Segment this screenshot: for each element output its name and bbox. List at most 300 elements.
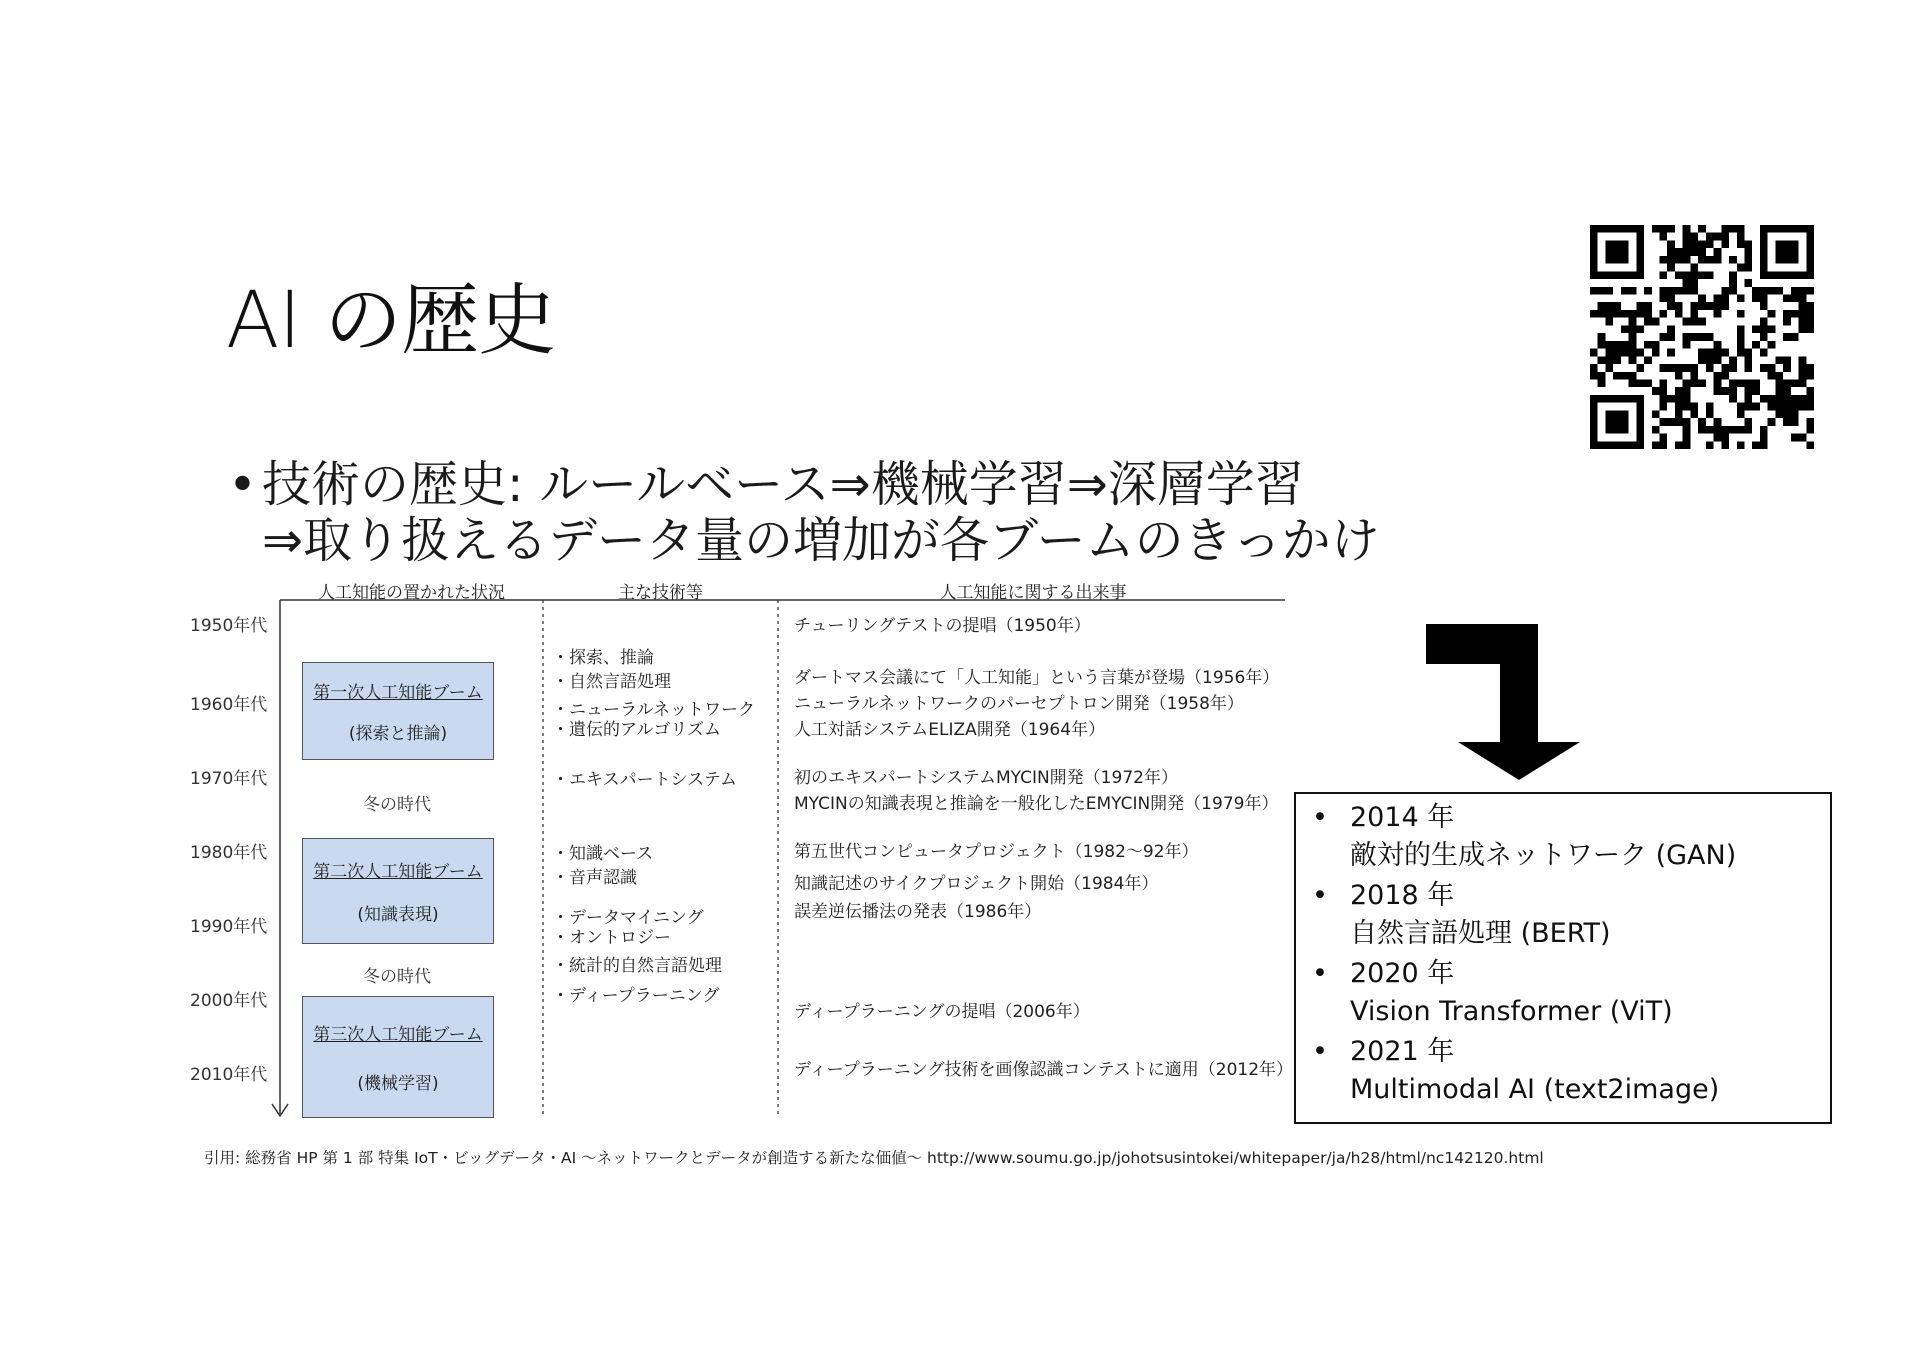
qr-module	[1721, 426, 1729, 434]
qr-module	[1752, 403, 1760, 411]
qr-module	[1629, 318, 1637, 326]
qr-module	[1621, 248, 1629, 256]
qr-module	[1737, 310, 1745, 318]
qr-module	[1598, 271, 1606, 279]
qr-module	[1667, 325, 1675, 333]
qr-module	[1737, 379, 1745, 387]
qr-module	[1714, 233, 1722, 241]
qr-module	[1675, 441, 1683, 449]
qr-module	[1683, 379, 1691, 387]
qr-module	[1629, 271, 1637, 279]
event-item: ディープラーニング技術を画像認識コンテストに適用（2012年）	[794, 1060, 1294, 1080]
milestone-year: 2014 年	[1350, 802, 1455, 833]
qr-module	[1791, 248, 1799, 256]
qr-module	[1799, 434, 1807, 442]
qr-module	[1729, 395, 1737, 403]
qr-module	[1706, 271, 1714, 279]
technology-item: ・統計的自然言語処理	[552, 956, 722, 976]
qr-module	[1799, 372, 1807, 380]
qr-module	[1613, 256, 1621, 264]
qr-module	[1636, 434, 1644, 442]
qr-module	[1806, 318, 1814, 326]
qr-module	[1806, 233, 1814, 241]
qr-module	[1644, 318, 1652, 326]
qr-module	[1698, 271, 1706, 279]
qr-module	[1660, 387, 1668, 395]
qr-module	[1806, 426, 1814, 434]
qr-module	[1760, 271, 1768, 279]
qr-module	[1698, 248, 1706, 256]
qr-module	[1690, 410, 1698, 418]
qr-module	[1768, 403, 1776, 411]
qr-module	[1605, 356, 1613, 364]
qr-module	[1721, 441, 1729, 449]
qr-module	[1760, 248, 1768, 256]
qr-module	[1636, 302, 1644, 310]
qr-module	[1613, 418, 1621, 426]
qr-module	[1605, 441, 1613, 449]
milestones-box	[1294, 792, 1832, 1124]
qr-module	[1652, 410, 1660, 418]
qr-module	[1760, 318, 1768, 326]
qr-module	[1775, 379, 1783, 387]
qr-module	[1690, 379, 1698, 387]
qr-module	[1613, 240, 1621, 248]
qr-module	[1613, 441, 1621, 449]
qr-module	[1644, 356, 1652, 364]
milestone-desc: 敵対的生成ネットワーク (GAN)	[1350, 840, 1737, 871]
qr-module	[1598, 356, 1606, 364]
qr-module	[1683, 279, 1691, 287]
qr-module	[1783, 256, 1791, 264]
qr-module	[1690, 248, 1698, 256]
qr-module	[1660, 233, 1668, 241]
qr-module	[1598, 372, 1606, 380]
qr-module	[1806, 364, 1814, 372]
qr-module	[1675, 256, 1683, 264]
qr-module	[1752, 325, 1760, 333]
qr-module	[1629, 341, 1637, 349]
qr-module	[1629, 310, 1637, 318]
technology-item: ・音声認識	[552, 868, 637, 888]
qr-module	[1783, 310, 1791, 318]
qr-module	[1590, 418, 1598, 426]
qr-module	[1667, 349, 1675, 357]
qr-module	[1636, 264, 1644, 272]
qr-module	[1706, 356, 1714, 364]
qr-module	[1806, 264, 1814, 272]
qr-module	[1737, 233, 1745, 241]
qr-module	[1621, 341, 1629, 349]
qr-module	[1744, 395, 1752, 403]
boom-box-first	[302, 662, 494, 760]
qr-module	[1775, 403, 1783, 411]
qr-module	[1806, 387, 1814, 395]
qr-module	[1729, 364, 1737, 372]
qr-module	[1783, 395, 1791, 403]
qr-module	[1760, 426, 1768, 434]
technology-item: ・オントロジー	[552, 928, 671, 948]
milestone-desc: Multimodal AI (text2image)	[1350, 1074, 1720, 1105]
header-events: 人工知能に関する出来事	[939, 583, 1127, 603]
era-label: 1960年代	[190, 695, 268, 715]
qr-module	[1652, 349, 1660, 357]
qr-module	[1706, 240, 1714, 248]
qr-module	[1629, 349, 1637, 357]
qr-module	[1683, 364, 1691, 372]
qr-module	[1652, 426, 1660, 434]
qr-module	[1714, 295, 1722, 303]
winter-label: 冬の時代	[363, 967, 431, 987]
citation-text: 引用: 総務省 HP 第 1 部 特集 IoT・ビッグデータ・AI ～ネットワークとデータが創造する新たな価値～ http://www.soumu.go.jp/johotsusintokei/whitepaper/ja/h28/html/nc142120.html	[204, 1149, 1544, 1167]
qr-module	[1714, 418, 1722, 426]
qr-module	[1775, 410, 1783, 418]
qr-module	[1799, 295, 1807, 303]
qr-module	[1768, 287, 1776, 295]
header-technology: 主な技術等	[618, 583, 703, 603]
qr-module	[1683, 341, 1691, 349]
qr-module	[1706, 333, 1714, 341]
qr-module	[1636, 271, 1644, 279]
qr-module	[1775, 387, 1783, 395]
qr-module	[1714, 349, 1722, 357]
qr-module	[1605, 310, 1613, 318]
qr-module	[1775, 372, 1783, 380]
qr-module	[1791, 434, 1799, 442]
qr-module	[1799, 379, 1807, 387]
boom-subtitle: (探索と推論)	[348, 723, 448, 744]
qr-module	[1768, 325, 1776, 333]
qr-module	[1613, 426, 1621, 434]
qr-module	[1760, 264, 1768, 272]
qr-module	[1667, 225, 1675, 233]
qr-module	[1799, 287, 1807, 295]
qr-module	[1590, 225, 1598, 233]
qr-module	[1737, 410, 1745, 418]
qr-module	[1636, 233, 1644, 241]
qr-module	[1806, 240, 1814, 248]
qr-module	[1806, 271, 1814, 279]
qr-module	[1590, 264, 1598, 272]
qr-module	[1714, 248, 1722, 256]
qr-module	[1721, 387, 1729, 395]
qr-module	[1660, 271, 1668, 279]
qr-module	[1706, 364, 1714, 372]
milestone-desc: 自然言語処理 (BERT)	[1350, 918, 1611, 949]
qr-module	[1737, 349, 1745, 357]
qr-module	[1629, 325, 1637, 333]
qr-module	[1629, 287, 1637, 295]
qr-module	[1683, 395, 1691, 403]
qr-module	[1590, 395, 1598, 403]
qr-module	[1644, 302, 1652, 310]
qr-module	[1590, 441, 1598, 449]
qr-module	[1675, 364, 1683, 372]
qr-module	[1729, 279, 1737, 287]
qr-module	[1783, 318, 1791, 326]
qr-module	[1775, 256, 1783, 264]
qr-module	[1683, 318, 1691, 326]
qr-module	[1636, 379, 1644, 387]
qr-module	[1621, 287, 1629, 295]
qr-module	[1791, 379, 1799, 387]
qr-module	[1629, 441, 1637, 449]
qr-module	[1660, 364, 1668, 372]
qr-module	[1636, 256, 1644, 264]
qr-module	[1791, 310, 1799, 318]
qr-module	[1590, 426, 1598, 434]
qr-module	[1590, 372, 1598, 380]
page-title: AI の歴史	[226, 276, 556, 366]
qr-module	[1675, 403, 1683, 411]
qr-module	[1675, 248, 1683, 256]
qr-module	[1652, 341, 1660, 349]
qr-module	[1605, 418, 1613, 426]
qr-module	[1636, 395, 1644, 403]
qr-module	[1760, 349, 1768, 357]
qr-module	[1744, 248, 1752, 256]
qr-module	[1605, 225, 1613, 233]
technology-item: ・自然言語処理	[552, 672, 671, 692]
qr-module	[1613, 271, 1621, 279]
qr-module	[1806, 310, 1814, 318]
qr-module	[1783, 364, 1791, 372]
qr-module	[1590, 248, 1598, 256]
bullet-symbol: •	[1312, 802, 1328, 833]
qr-module	[1621, 426, 1629, 434]
qr-module	[1660, 333, 1668, 341]
qr-module	[1791, 271, 1799, 279]
milestone-year: 2018 年	[1350, 880, 1455, 911]
qr-module	[1698, 418, 1706, 426]
qr-module	[1660, 434, 1668, 442]
qr-module	[1737, 240, 1745, 248]
qr-module	[1590, 434, 1598, 442]
qr-module	[1683, 256, 1691, 264]
qr-module	[1621, 349, 1629, 357]
qr-module	[1652, 225, 1660, 233]
qr-module	[1783, 379, 1791, 387]
qr-module	[1783, 225, 1791, 233]
qr-module	[1636, 364, 1644, 372]
qr-module	[1698, 225, 1706, 233]
qr-module	[1806, 418, 1814, 426]
qr-module	[1698, 318, 1706, 326]
qr-module	[1660, 225, 1668, 233]
qr-module	[1698, 240, 1706, 248]
qr-module	[1621, 325, 1629, 333]
qr-module	[1721, 225, 1729, 233]
qr-module	[1799, 302, 1807, 310]
qr-module	[1690, 233, 1698, 241]
qr-module	[1667, 248, 1675, 256]
qr-module	[1590, 233, 1598, 241]
qr-module	[1660, 256, 1668, 264]
qr-module	[1675, 372, 1683, 380]
event-item: 知識記述のサイクプロジェクト開始（1984年）	[794, 874, 1159, 894]
qr-code-icon	[1590, 225, 1814, 449]
qr-module	[1636, 349, 1644, 357]
qr-module	[1744, 279, 1752, 287]
qr-module	[1760, 295, 1768, 303]
qr-module	[1683, 225, 1691, 233]
qr-module	[1737, 341, 1745, 349]
qr-module	[1683, 426, 1691, 434]
qr-module	[1806, 256, 1814, 264]
qr-module	[1590, 240, 1598, 248]
qr-module	[1791, 295, 1799, 303]
qr-module	[1690, 302, 1698, 310]
qr-module	[1752, 287, 1760, 295]
qr-module	[1636, 225, 1644, 233]
qr-module	[1729, 379, 1737, 387]
qr-module	[1683, 240, 1691, 248]
qr-module	[1598, 302, 1606, 310]
qr-module	[1621, 271, 1629, 279]
qr-module	[1752, 441, 1760, 449]
qr-module	[1729, 356, 1737, 364]
qr-module	[1706, 349, 1714, 357]
qr-module	[1683, 441, 1691, 449]
qr-module	[1636, 441, 1644, 449]
qr-module	[1598, 225, 1606, 233]
qr-module	[1698, 333, 1706, 341]
qr-module	[1744, 240, 1752, 248]
era-label: 1970年代	[190, 769, 268, 789]
boom-subtitle: (知識表現)	[357, 905, 439, 925]
qr-module	[1783, 271, 1791, 279]
qr-module	[1667, 287, 1675, 295]
qr-module	[1760, 364, 1768, 372]
qr-module	[1605, 287, 1613, 295]
qr-module	[1667, 295, 1675, 303]
qr-module	[1744, 364, 1752, 372]
curved-arrow-down-icon	[1426, 624, 1582, 782]
qr-module	[1690, 287, 1698, 295]
technology-item: ・データマイニング	[552, 908, 704, 928]
qr-module	[1791, 410, 1799, 418]
qr-module	[1629, 395, 1637, 403]
qr-module	[1660, 395, 1668, 403]
qr-module	[1721, 233, 1729, 241]
qr-module	[1744, 379, 1752, 387]
qr-module	[1675, 418, 1683, 426]
header-situation: 人工知能の置かれた状況	[318, 583, 505, 603]
qr-module	[1775, 248, 1783, 256]
qr-module	[1714, 379, 1722, 387]
qr-module	[1775, 240, 1783, 248]
qr-module	[1613, 372, 1621, 380]
qr-module	[1768, 364, 1776, 372]
qr-module	[1652, 441, 1660, 449]
qr-module	[1660, 310, 1668, 318]
technology-item: ・エキスパートシステム	[552, 770, 737, 790]
qr-module	[1683, 248, 1691, 256]
qr-module	[1744, 418, 1752, 426]
qr-module	[1744, 356, 1752, 364]
bullet-symbol: •	[228, 456, 257, 513]
qr-module	[1775, 225, 1783, 233]
qr-module	[1667, 302, 1675, 310]
qr-module	[1799, 395, 1807, 403]
qr-module	[1752, 387, 1760, 395]
qr-module	[1799, 225, 1807, 233]
qr-module	[1721, 434, 1729, 442]
qr-module	[1690, 279, 1698, 287]
qr-module	[1621, 395, 1629, 403]
event-item: 初のエキスパートシステムMYCIN開発（1972年）	[794, 768, 1178, 788]
qr-module	[1721, 240, 1729, 248]
qr-module	[1590, 256, 1598, 264]
qr-module	[1791, 287, 1799, 295]
qr-module	[1636, 426, 1644, 434]
qr-module	[1598, 333, 1606, 341]
qr-module	[1613, 310, 1621, 318]
event-item: 人工対話システムELIZA開発（1964年）	[794, 720, 1106, 740]
qr-module	[1605, 395, 1613, 403]
qr-module	[1706, 302, 1714, 310]
event-item: チューリングテストの提唱（1950年）	[794, 616, 1091, 636]
qr-module	[1806, 287, 1814, 295]
qr-module	[1621, 441, 1629, 449]
qr-module	[1605, 341, 1613, 349]
qr-module	[1644, 287, 1652, 295]
bullet-symbol: •	[1312, 880, 1328, 911]
qr-module	[1721, 295, 1729, 303]
qr-module	[1783, 248, 1791, 256]
qr-module	[1760, 287, 1768, 295]
qr-module	[1675, 287, 1683, 295]
qr-module	[1783, 333, 1791, 341]
qr-module	[1714, 426, 1722, 434]
event-item: MYCINの知識表現と推論を一般化したEMYCIN開発（1979年）	[794, 794, 1279, 814]
qr-module	[1806, 325, 1814, 333]
qr-module	[1598, 310, 1606, 318]
qr-module	[1737, 403, 1745, 411]
qr-module	[1791, 333, 1799, 341]
qr-module	[1683, 403, 1691, 411]
qr-module	[1690, 318, 1698, 326]
qr-module	[1605, 349, 1613, 357]
qr-module	[1621, 418, 1629, 426]
qr-module	[1783, 295, 1791, 303]
qr-module	[1660, 295, 1668, 303]
qr-module	[1775, 395, 1783, 403]
qr-module	[1768, 418, 1776, 426]
qr-module	[1791, 225, 1799, 233]
qr-module	[1598, 341, 1606, 349]
qr-module	[1768, 341, 1776, 349]
era-label: 2010年代	[190, 1065, 268, 1085]
qr-module	[1690, 240, 1698, 248]
qr-module	[1621, 372, 1629, 380]
qr-module	[1768, 310, 1776, 318]
era-label: 2000年代	[190, 991, 268, 1011]
qr-module	[1721, 287, 1729, 295]
era-label: 1950年代	[190, 616, 268, 636]
qr-module	[1613, 341, 1621, 349]
qr-module	[1613, 248, 1621, 256]
event-item: 誤差逆伝播法の発表（1986年）	[794, 902, 1042, 922]
qr-module	[1760, 441, 1768, 449]
qr-module	[1660, 441, 1668, 449]
qr-module	[1714, 434, 1722, 442]
qr-module	[1683, 271, 1691, 279]
qr-module	[1760, 240, 1768, 248]
qr-module	[1683, 287, 1691, 295]
qr-module	[1791, 395, 1799, 403]
qr-module	[1636, 310, 1644, 318]
